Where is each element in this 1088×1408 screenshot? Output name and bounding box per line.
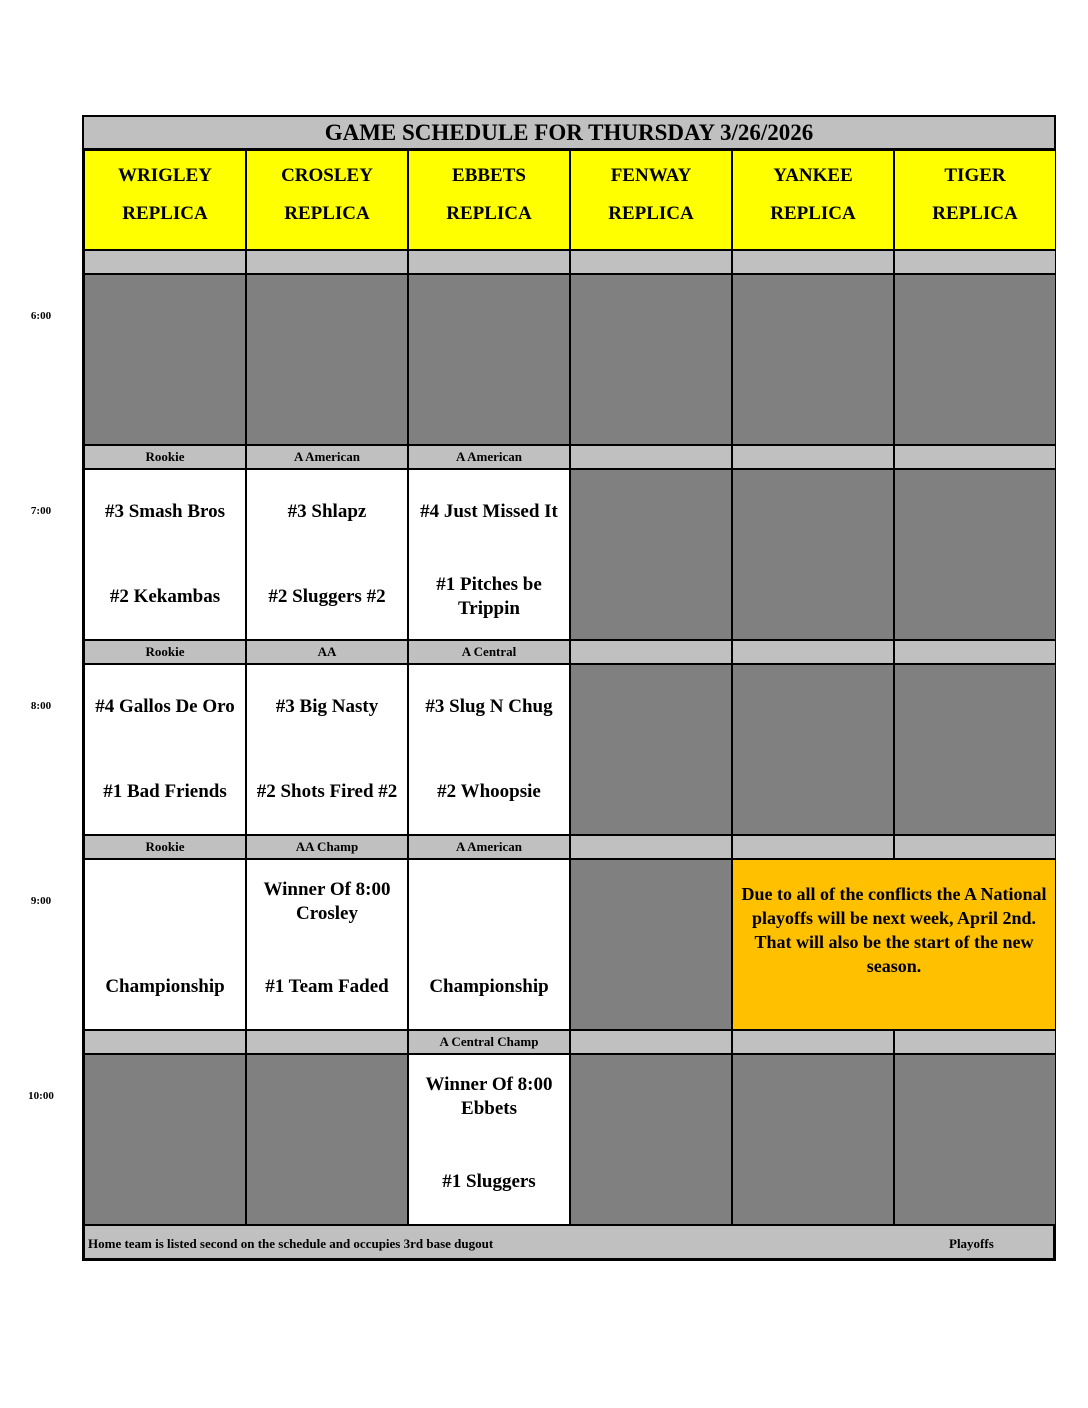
- unused-slot: [84, 274, 246, 445]
- field-name: EBBETS: [452, 165, 526, 186]
- home-team: #2 Sluggers #2: [268, 586, 386, 607]
- field-name: WRIGLEY: [118, 165, 212, 186]
- unused-slot: [570, 859, 732, 1030]
- division-label: [894, 445, 1056, 469]
- division-label: AA Champ: [246, 835, 408, 859]
- division-label: Rookie: [84, 640, 246, 664]
- time-label: 6:00: [30, 310, 52, 322]
- division-label: A Central: [408, 640, 570, 664]
- game-cell: [84, 469, 246, 640]
- unused-slot: [732, 664, 894, 835]
- unused-slot: [894, 469, 1056, 640]
- away-team: Winner Of 8:00 Crosley: [263, 879, 391, 924]
- division-label: [894, 835, 1056, 859]
- time-label: 9:00: [30, 895, 52, 907]
- division-label: [894, 1030, 1056, 1054]
- field-header-fenway: [570, 150, 732, 250]
- division-label: [732, 445, 894, 469]
- field-name: FENWAY: [610, 165, 692, 186]
- division-label: [570, 640, 732, 664]
- unused-slot: [894, 1054, 1056, 1225]
- game-cell: [408, 1054, 570, 1225]
- field-subtitle: REPLICA: [770, 203, 856, 224]
- division-label: [732, 835, 894, 859]
- division-label: [732, 1030, 894, 1054]
- division-label: [246, 1030, 408, 1054]
- division-label: AA: [246, 640, 408, 664]
- field-subtitle: REPLICA: [608, 203, 694, 224]
- division-label: [732, 640, 894, 664]
- away-team: #3 Smash Bros: [104, 501, 225, 522]
- time-column: [0, 0, 82, 1408]
- home-team: Championship: [429, 976, 549, 997]
- footer-bar: [84, 1225, 1054, 1259]
- home-team: #1 Team Faded: [265, 976, 389, 997]
- unused-slot: [246, 274, 408, 445]
- division-label: [408, 250, 570, 274]
- page-title: GAME SCHEDULE FOR THURSDAY 3/26/2026: [84, 117, 1054, 150]
- unused-slot: [732, 469, 894, 640]
- announcement-text: Due to all of the conflicts the A National playoffs will be next week, April 2nd. That will also be the start of the new season.: [741, 883, 1047, 976]
- schedule-grid: [82, 115, 1056, 1261]
- away-team: #3 Slug N Chug: [425, 696, 553, 717]
- field-header-yankee: [732, 150, 894, 250]
- field-header-wrigley: [84, 150, 246, 250]
- division-label: Rookie: [84, 835, 246, 859]
- division-label: [570, 445, 732, 469]
- time-label: 10:00: [28, 1090, 54, 1102]
- division-label: [84, 250, 246, 274]
- division-label: [732, 250, 894, 274]
- unused-slot: [570, 1054, 732, 1225]
- division-label: A American: [408, 835, 570, 859]
- field-subtitle: REPLICA: [284, 203, 370, 224]
- division-label: A American: [246, 445, 408, 469]
- division-label: [570, 250, 732, 274]
- footer-label: Playoffs: [949, 1236, 994, 1251]
- home-team: #1 Bad Friends: [103, 781, 227, 802]
- field-name: TIGER: [944, 165, 1006, 186]
- time-label: 7:00: [30, 505, 52, 517]
- division-label: [894, 250, 1056, 274]
- home-team: #2 Kekambas: [109, 586, 221, 607]
- game-cell: [246, 859, 408, 1030]
- away-team: Winner Of 8:00 Ebbets: [425, 1074, 553, 1119]
- announcement-box: [732, 859, 1056, 1030]
- unused-slot: [732, 274, 894, 445]
- game-cell: [408, 469, 570, 640]
- game-cell: [408, 859, 570, 1030]
- division-label: [84, 1030, 246, 1054]
- game-cell: [84, 664, 246, 835]
- away-team: #4 Just Missed It: [420, 501, 558, 522]
- away-team: #4 Gallos De Oro: [95, 696, 235, 717]
- unused-slot: [570, 664, 732, 835]
- division-label: A American: [408, 445, 570, 469]
- division-label: [570, 1030, 732, 1054]
- division-label: Rookie: [84, 445, 246, 469]
- unused-slot: [570, 469, 732, 640]
- home-team: #1 Pitches be Trippin: [436, 574, 542, 619]
- field-header-ebbets: [408, 150, 570, 250]
- unused-slot: [84, 1054, 246, 1225]
- home-team: #1 Sluggers: [442, 1171, 536, 1192]
- field-subtitle: REPLICA: [932, 203, 1018, 224]
- field-name: YANKEE: [773, 165, 853, 186]
- footer-note: Home team is listed second on the schedule and occupies 3rd base dugout: [88, 1236, 494, 1251]
- home-team: #2 Whoopsie: [437, 781, 541, 802]
- game-cell: [246, 469, 408, 640]
- time-label: 8:00: [30, 700, 52, 712]
- home-team: Championship: [105, 976, 225, 997]
- unused-slot: [246, 1054, 408, 1225]
- away-team: #3 Big Nasty: [275, 696, 379, 717]
- home-team: #2 Shots Fired #2: [256, 781, 398, 802]
- unused-slot: [894, 274, 1056, 445]
- away-team: #3 Shlapz: [287, 501, 367, 522]
- unused-slot: [894, 664, 1056, 835]
- field-name: CROSLEY: [281, 165, 373, 186]
- division-label: [570, 835, 732, 859]
- game-cell: [246, 664, 408, 835]
- division-label: [246, 250, 408, 274]
- field-subtitle: REPLICA: [446, 203, 532, 224]
- unused-slot: [570, 274, 732, 445]
- game-cell: [84, 859, 246, 1030]
- field-header-tiger: [894, 150, 1056, 250]
- division-label: [894, 640, 1056, 664]
- division-label: A Central Champ: [408, 1030, 570, 1054]
- unused-slot: [408, 274, 570, 445]
- field-header-crosley: [246, 150, 408, 250]
- game-cell: [408, 664, 570, 835]
- field-subtitle: REPLICA: [122, 203, 208, 224]
- unused-slot: [732, 1054, 894, 1225]
